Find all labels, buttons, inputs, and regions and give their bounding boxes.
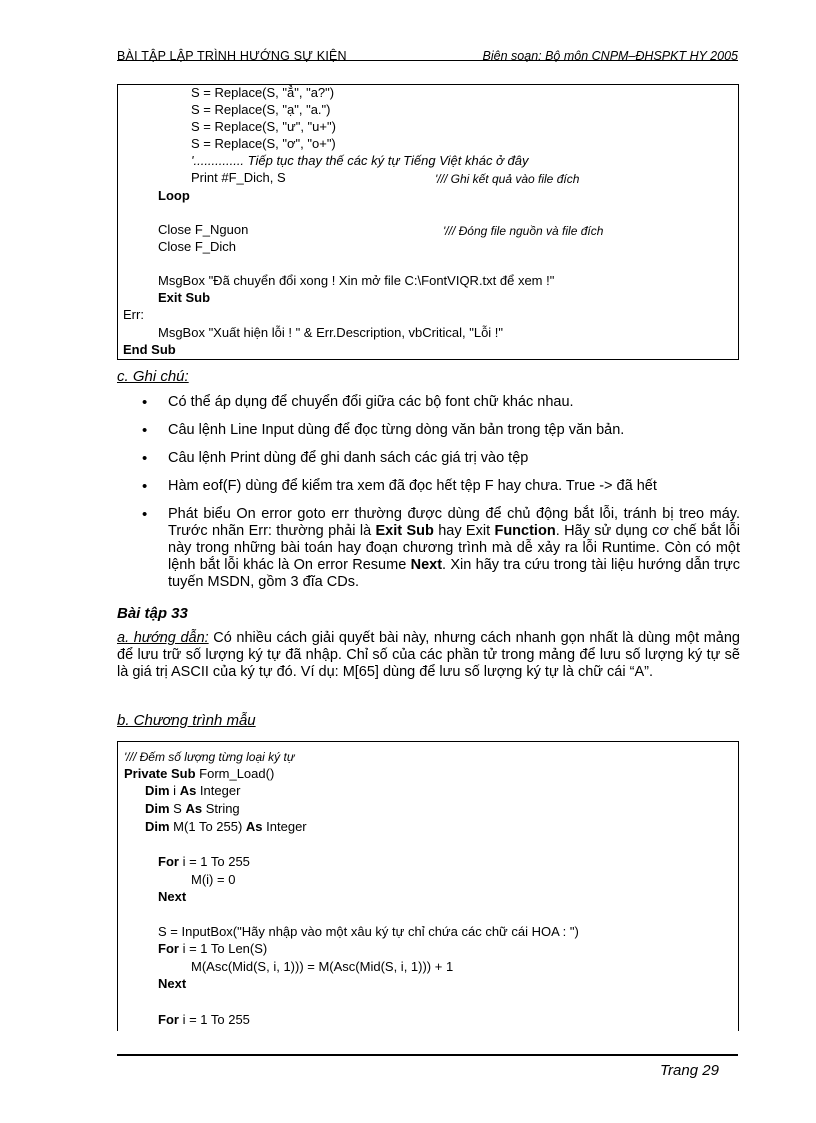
code-keyword: Private Sub — [124, 766, 196, 781]
code-line: M(i) = 0 — [191, 872, 236, 887]
header-title: BÀI TẬP LẬP TRÌNH HƯỚNG SỰ KIỆN — [117, 49, 347, 63]
code-line: Print #F_Dich, S — [191, 170, 286, 185]
code-comment: '/// Đếm số lượng từng loại ký tự — [124, 750, 295, 764]
code-label: Err: — [123, 307, 144, 322]
exercise-title: Bài tập 33 — [117, 605, 188, 622]
code-comment: '/// Đóng file nguồn và file đích — [443, 224, 604, 238]
note-item — [140, 506, 740, 591]
code-line: S = InputBox("Hãy nhập vào một xâu ký tự chỉ chứa các chữ cái HOA : ") — [158, 924, 579, 939]
code-text: Integer — [196, 783, 241, 798]
code-keyword: Dim — [145, 783, 170, 798]
code-line: M(Asc(Mid(S, i, 1))) = M(Asc(Mid(S, i, 1))) + 1 — [191, 959, 454, 974]
code-keyword: As — [179, 783, 197, 798]
code-keyword: For — [158, 1012, 179, 1027]
notes-heading: c. Ghi chú: — [117, 368, 189, 385]
code-text: Integer — [262, 819, 307, 834]
guide-label: a. hướng dẫn: — [117, 630, 209, 646]
code-text: i = 1 To 255 — [178, 1012, 250, 1027]
note-text: hay Exit — [433, 523, 495, 539]
code-line — [158, 1012, 250, 1028]
code-line — [145, 783, 240, 799]
note-text: Câu lệnh Line Input dùng để đọc từng dòng văn bản trong tệp văn bản. — [168, 422, 625, 438]
code-keyword: For — [158, 941, 179, 956]
code-line: S = Replace(S, "ạ", "a.") — [191, 102, 331, 117]
note-bold: Exit Sub — [375, 523, 434, 539]
note-item — [140, 450, 740, 467]
code-keyword: Next — [158, 889, 187, 904]
guide-paragraph — [117, 630, 740, 681]
code-line: S = Replace(S, "ẳ", "a?") — [191, 85, 335, 100]
code-line — [145, 801, 240, 817]
code-text: Form_Load() — [195, 766, 275, 781]
note-item — [140, 394, 740, 411]
code-line: S = Replace(S, "ơ", "o+") — [191, 136, 336, 151]
note-text: Có thể áp dụng để chuyển đổi giữa các bộ font chữ khác nhau. — [168, 394, 574, 410]
code-line: S = Replace(S, "ư", "u+") — [191, 119, 336, 134]
notes-list — [140, 394, 740, 602]
code-keyword: As — [185, 801, 203, 816]
code-keyword: End Sub — [123, 342, 176, 357]
code-text: M(1 To 255) — [169, 819, 246, 834]
guide-text: Có nhiều cách giải quyết bài này, nhưng cách nhanh gọn nhất là dùng một mảng để lưu trữ số lượng ký tự đã nhập. Chỉ số của các phần tử trong mảng để lưu số lượng ký tự sẽ là giá trị ASCII của ký tự đó. Ví dụ: M[65] dùng để lưu số lượng ký tự là chữ cái “A”. — [117, 630, 740, 680]
page-header — [117, 38, 738, 61]
code-line — [158, 854, 250, 870]
note-item — [140, 422, 740, 439]
note-text: Phát biểu On error goto err thường được dùng để chủ động bắt lỗi, tránh bị treo máy. Trước nhãn Err: thường phải là — [168, 506, 740, 539]
code-keyword: Loop — [158, 188, 190, 203]
note-text: Hàm eof(F) dùng để kiểm tra xem đã đọc hết tệp F hay chưa. True -> đã hết — [168, 478, 657, 494]
code-keyword: Exit Sub — [158, 290, 211, 305]
code-line: MsgBox "Xuất hiện lỗi ! " & Err.Description, vbCritical, "Lỗi !" — [158, 325, 504, 340]
code-text: String — [202, 801, 240, 816]
code-text: i — [169, 783, 180, 798]
page-number: Trang 29 — [660, 1062, 719, 1079]
code-line — [158, 941, 267, 957]
code-comment: '.............. Tiếp tục thay thế các ký tự Tiếng Việt khác ở đây — [191, 153, 529, 168]
sample-program-heading: b. Chương trình mẫu — [117, 712, 256, 729]
header-author: Biên soạn: Bộ môn CNPM–ĐHSPKT HY 2005 — [482, 49, 738, 63]
code-comment: '/// Ghi kết quả vào file đích — [435, 172, 580, 186]
code-line: Close F_Nguon — [158, 222, 249, 237]
footer-divider — [117, 1054, 738, 1056]
code-line: Close F_Dich — [158, 239, 237, 254]
code-keyword: As — [245, 819, 263, 834]
code-text: S — [169, 801, 186, 816]
note-bold: Function — [494, 523, 556, 539]
code-keyword: Dim — [145, 801, 170, 816]
code-text: i = 1 To Len(S) — [178, 941, 268, 956]
code-text: i = 1 To 255 — [178, 854, 250, 869]
code-line: MsgBox "Đã chuyển đổi xong ! Xin mở file C:\FontVIQR.txt để xem !" — [158, 273, 555, 288]
note-item — [140, 478, 740, 495]
code-line — [145, 819, 307, 835]
note-text: . Xin hãy tra cứu trong tài liệu hướng dẫn trực tuyến MSDN, gồm 3 đĩa CDs. — [168, 557, 740, 590]
code-line — [124, 766, 274, 782]
note-text: . Hãy sử dụng cơ chế bắt lỗi này trong những bài toán hay đoạn chương trình mà dễ xảy ra lỗi Runtime. Còn có một lệnh bắt lỗi khác là On error Resume — [168, 523, 741, 573]
code-keyword: Next — [158, 976, 187, 991]
note-bold: Next — [410, 557, 443, 573]
code-keyword: For — [158, 854, 179, 869]
code-keyword: Dim — [145, 819, 170, 834]
note-text: Câu lệnh Print dùng để ghi danh sách các giá trị vào tệp — [168, 450, 529, 466]
